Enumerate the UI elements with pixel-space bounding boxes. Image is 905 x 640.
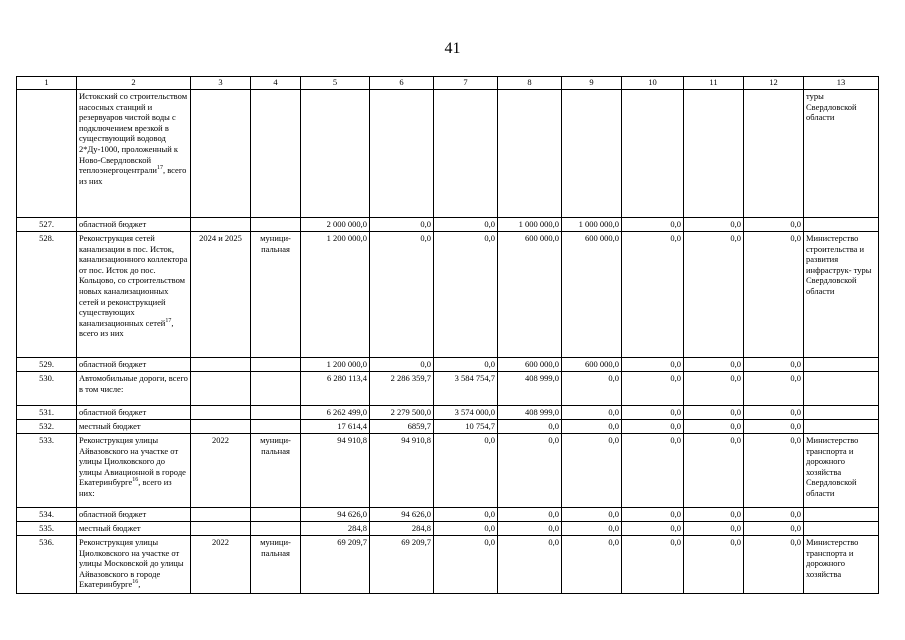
amount-total [301, 90, 370, 218]
header-cell: 4 [251, 77, 301, 90]
item-name: областной бюджет [77, 218, 191, 232]
amount-col-8: 600 000,0 [498, 358, 562, 372]
amount-col-6: 69 209,7 [370, 536, 434, 594]
row-number: 531. [17, 406, 77, 420]
table-row [17, 90, 879, 218]
header-row [17, 77, 879, 90]
amount-col-6: 0,0 [370, 218, 434, 232]
amount-col-12: 0,0 [744, 420, 804, 434]
amount-col-6: 0,0 [370, 232, 434, 358]
ownership-type [251, 358, 301, 372]
amount-total: 6 262 499,0 [301, 406, 370, 420]
amount-col-10: 0,0 [622, 522, 684, 536]
responsible-body [804, 372, 879, 406]
amount-col-10 [622, 90, 684, 218]
amount-col-8: 0,0 [498, 508, 562, 522]
ownership-type: муници- пальная [251, 434, 301, 508]
amount-total: 284,8 [301, 522, 370, 536]
item-name: областной бюджет [77, 358, 191, 372]
row-number: 532. [17, 420, 77, 434]
amount-col-12: 0,0 [744, 434, 804, 508]
amount-col-6: 2 286 359,7 [370, 372, 434, 406]
amount-col-9: 1 000 000,0 [562, 218, 622, 232]
responsible-body: туры Свердловской области [804, 90, 879, 218]
amount-col-10: 0,0 [622, 232, 684, 358]
amount-col-8: 0,0 [498, 522, 562, 536]
footnote-mark: 16 [132, 579, 139, 586]
amount-col-6 [370, 90, 434, 218]
responsible-body [804, 358, 879, 372]
ownership-type: муници- пальная [251, 232, 301, 358]
responsible-body [804, 420, 879, 434]
amount-col-7: 0,0 [434, 508, 498, 522]
item-name [77, 434, 191, 508]
amount-col-10: 0,0 [622, 434, 684, 508]
amount-col-7: 0,0 [434, 536, 498, 594]
amount-col-9 [562, 90, 622, 218]
implementation-years: 2022 [191, 536, 251, 594]
amount-col-8: 408 999,0 [498, 406, 562, 420]
amount-col-12: 0,0 [744, 536, 804, 594]
implementation-years [191, 218, 251, 232]
amount-col-11: 0,0 [684, 522, 744, 536]
amount-col-6: 2 279 500,0 [370, 406, 434, 420]
amount-col-11: 0,0 [684, 406, 744, 420]
amount-col-8: 0,0 [498, 536, 562, 594]
table-row [17, 434, 879, 508]
amount-col-12: 0,0 [744, 358, 804, 372]
amount-col-8: 600 000,0 [498, 232, 562, 358]
header-cell: 1 [17, 77, 77, 90]
amount-col-7 [434, 90, 498, 218]
responsible-body [804, 508, 879, 522]
amount-col-9: 0,0 [562, 420, 622, 434]
budget-table [16, 76, 879, 594]
header-cell: 13 [804, 77, 879, 90]
amount-col-11: 0,0 [684, 536, 744, 594]
header-cell: 9 [562, 77, 622, 90]
header-cell: 6 [370, 77, 434, 90]
ownership-type: муници- пальная [251, 536, 301, 594]
ownership-type [251, 406, 301, 420]
responsible-body [804, 522, 879, 536]
amount-col-7: 0,0 [434, 232, 498, 358]
amount-col-11: 0,0 [684, 420, 744, 434]
implementation-years [191, 522, 251, 536]
amount-col-11: 0,0 [684, 434, 744, 508]
row-number: 533. [17, 434, 77, 508]
amount-col-11: 0,0 [684, 232, 744, 358]
ownership-type [251, 218, 301, 232]
footnote-mark: 17 [156, 165, 163, 172]
amount-col-8: 0,0 [498, 420, 562, 434]
footnote-mark: 17 [165, 317, 172, 324]
amount-col-10: 0,0 [622, 420, 684, 434]
amount-col-12 [744, 90, 804, 218]
amount-col-11: 0,0 [684, 508, 744, 522]
amount-col-9: 0,0 [562, 372, 622, 406]
amount-col-12: 0,0 [744, 232, 804, 358]
table-row [17, 358, 879, 372]
amount-col-10: 0,0 [622, 372, 684, 406]
amount-col-10: 0,0 [622, 358, 684, 372]
amount-col-7: 3 584 754,7 [434, 372, 498, 406]
implementation-years [191, 508, 251, 522]
header-cell: 11 [684, 77, 744, 90]
header-cell: 10 [622, 77, 684, 90]
amount-col-8: 0,0 [498, 434, 562, 508]
amount-col-9: 600 000,0 [562, 358, 622, 372]
amount-col-8: 1 000 000,0 [498, 218, 562, 232]
amount-col-12: 0,0 [744, 218, 804, 232]
amount-col-10: 0,0 [622, 218, 684, 232]
implementation-years: 2024 и 2025 [191, 232, 251, 358]
amount-col-11: 0,0 [684, 372, 744, 406]
header-cell: 5 [301, 77, 370, 90]
amount-total: 2 000 000,0 [301, 218, 370, 232]
amount-total: 17 614,4 [301, 420, 370, 434]
amount-col-9: 0,0 [562, 406, 622, 420]
item-name-text: Реконструкция сетей канализации в пос. Исток, канализационного коллектора от пос. Исток до пос. Кольцово, со строительством новых канализационных сетей и реконструкцией существующих канализационных сетей [79, 233, 188, 328]
item-name [77, 90, 191, 218]
amount-col-12: 0,0 [744, 372, 804, 406]
amount-col-7: 0,0 [434, 358, 498, 372]
amount-total: 6 280 113,4 [301, 372, 370, 406]
item-name-text: Реконструкция улицы Циолковского на участке от улицы Московской до улицы Айвазовского в городе Екатеринбурге [79, 537, 184, 590]
responsible-body [804, 218, 879, 232]
table-row [17, 522, 879, 536]
table-row [17, 508, 879, 522]
amount-col-10: 0,0 [622, 508, 684, 522]
row-number: 535. [17, 522, 77, 536]
amount-col-10: 0,0 [622, 406, 684, 420]
ownership-type [251, 522, 301, 536]
amount-col-9: 0,0 [562, 508, 622, 522]
amount-col-7: 0,0 [434, 218, 498, 232]
amount-total: 94 626,0 [301, 508, 370, 522]
amount-col-6: 6859,7 [370, 420, 434, 434]
item-name [77, 232, 191, 358]
ownership-type [251, 508, 301, 522]
footnote-mark: 16 [132, 477, 139, 484]
item-name-text: Реконструкция улицы Айвазовского на участке от улицы Циолковского до улицы Авиационной в городе Екатеринбурге [79, 435, 186, 488]
amount-col-12: 0,0 [744, 522, 804, 536]
amount-total: 69 209,7 [301, 536, 370, 594]
item-name: Автомобильные дороги, всего в том числе: [77, 372, 191, 406]
item-name [77, 536, 191, 594]
implementation-years [191, 406, 251, 420]
table-row [17, 536, 879, 594]
amount-col-11: 0,0 [684, 218, 744, 232]
amount-col-11 [684, 90, 744, 218]
row-number: 527. [17, 218, 77, 232]
amount-col-7: 10 754,7 [434, 420, 498, 434]
item-name: областной бюджет [77, 508, 191, 522]
row-number: 528. [17, 232, 77, 358]
amount-col-8 [498, 90, 562, 218]
amount-col-6: 284,8 [370, 522, 434, 536]
amount-col-9: 600 000,0 [562, 232, 622, 358]
amount-col-7: 0,0 [434, 522, 498, 536]
amount-col-11: 0,0 [684, 358, 744, 372]
amount-col-10: 0,0 [622, 536, 684, 594]
item-name-tail: , [138, 579, 141, 590]
responsible-body [804, 406, 879, 420]
ownership-type [251, 90, 301, 218]
amount-col-7: 0,0 [434, 434, 498, 508]
item-name-text: Истокский со строительством насосных станций и резервуаров чистой воды с подключением врезкой в существующий водовод 2*Ду-1000, проложенный к Ново-Свердловской теплоэнергоцентрали [79, 91, 188, 176]
implementation-years: 2022 [191, 434, 251, 508]
amount-col-9: 0,0 [562, 522, 622, 536]
table-row [17, 372, 879, 406]
implementation-years [191, 372, 251, 406]
page-number: 41 [444, 40, 461, 57]
amount-total: 94 910,8 [301, 434, 370, 508]
table-row [17, 420, 879, 434]
item-name: местный бюджет [77, 420, 191, 434]
header-cell: 2 [77, 77, 191, 90]
amount-col-9: 0,0 [562, 434, 622, 508]
row-number: 534. [17, 508, 77, 522]
amount-col-12: 0,0 [744, 508, 804, 522]
row-number [17, 90, 77, 218]
item-name: областной бюджет [77, 406, 191, 420]
amount-col-6: 94 910,8 [370, 434, 434, 508]
table-body [17, 77, 879, 594]
implementation-years [191, 420, 251, 434]
ownership-type [251, 372, 301, 406]
responsible-body: Министерство транспорта и дорожного хозяйства Свердловской области [804, 434, 879, 508]
amount-col-6: 94 626,0 [370, 508, 434, 522]
header-cell: 3 [191, 77, 251, 90]
row-number: 529. [17, 358, 77, 372]
table-row [17, 406, 879, 420]
responsible-body: Министерство транспорта и дорожного хозяйства [804, 536, 879, 594]
item-name-tail: , всего из них [79, 165, 187, 186]
header-cell: 8 [498, 77, 562, 90]
amount-total: 1 200 000,0 [301, 358, 370, 372]
table-row [17, 232, 879, 358]
implementation-years [191, 90, 251, 218]
implementation-years [191, 358, 251, 372]
amount-col-7: 3 574 000,0 [434, 406, 498, 420]
amount-total: 1 200 000,0 [301, 232, 370, 358]
amount-col-12: 0,0 [744, 406, 804, 420]
amount-col-8: 408 999,0 [498, 372, 562, 406]
responsible-body: Министерство строительства и развития инфраструк- туры Свердловской области [804, 232, 879, 358]
amount-col-9: 0,0 [562, 536, 622, 594]
item-name-tail: , всего из них: [79, 477, 172, 498]
ownership-type [251, 420, 301, 434]
amount-col-6: 0,0 [370, 358, 434, 372]
header-cell: 12 [744, 77, 804, 90]
row-number: 536. [17, 536, 77, 594]
table-row [17, 218, 879, 232]
item-name: местный бюджет [77, 522, 191, 536]
item-name-tail: , всего из них [79, 317, 174, 339]
row-number: 530. [17, 372, 77, 406]
header-cell: 7 [434, 77, 498, 90]
